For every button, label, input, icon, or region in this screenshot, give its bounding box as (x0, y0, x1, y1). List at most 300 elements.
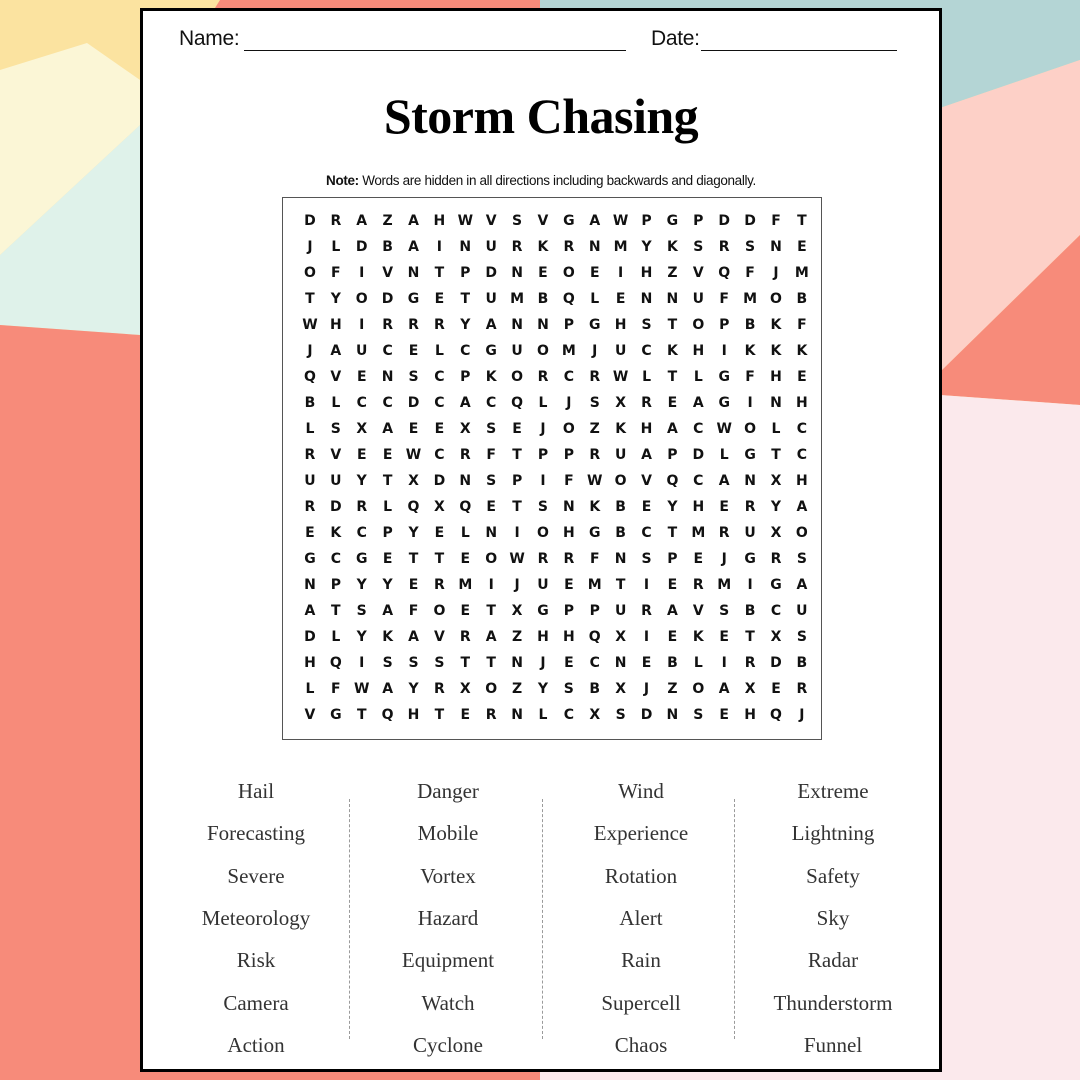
grid-cell[interactable]: S (486, 421, 497, 437)
grid-cell[interactable]: B (796, 655, 808, 671)
grid-cell[interactable]: C (460, 343, 471, 359)
grid-cell[interactable]: V (382, 265, 394, 281)
grid-cell[interactable]: R (641, 395, 652, 411)
grid-cell[interactable]: Z (667, 681, 678, 697)
grid-cell[interactable]: L (460, 525, 470, 541)
grid-cell[interactable]: E (408, 343, 419, 359)
grid-cell[interactable]: V (537, 213, 549, 229)
grid-cell[interactable]: Q (303, 369, 316, 385)
grid-cell[interactable]: K (666, 239, 678, 255)
grid-cell[interactable]: L (383, 499, 393, 515)
grid-cell[interactable]: G (304, 551, 316, 567)
grid-cell[interactable]: U (485, 239, 497, 255)
grid-cell[interactable]: W (405, 447, 422, 463)
grid-cell[interactable]: E (486, 499, 496, 515)
grid-cell[interactable]: Q (718, 265, 731, 281)
grid-cell[interactable]: G (744, 447, 756, 463)
grid-cell[interactable]: Y (356, 473, 367, 489)
grid-cell[interactable]: I (359, 265, 365, 281)
grid-cell[interactable]: L (642, 369, 651, 385)
grid-cell[interactable]: X (744, 681, 756, 697)
grid-cell[interactable]: N (770, 239, 782, 255)
grid-cell[interactable]: Z (511, 681, 523, 697)
grid-cell[interactable]: U (485, 291, 497, 307)
grid-cell[interactable]: Q (381, 707, 394, 723)
grid-cell[interactable]: Q (770, 707, 782, 723)
grid-cell[interactable]: B (537, 291, 549, 307)
grid-cell[interactable]: P (511, 473, 523, 489)
grid-cell[interactable]: P (563, 317, 574, 333)
grid-cell[interactable]: P (563, 603, 574, 619)
grid-cell[interactable]: D (355, 239, 368, 255)
grid-cell[interactable]: M (691, 525, 706, 541)
grid-cell[interactable]: A (382, 421, 394, 437)
grid-cell[interactable]: P (382, 525, 393, 541)
grid-cell[interactable]: L (771, 421, 781, 437)
grid-cell[interactable]: D (433, 473, 446, 489)
grid-cell[interactable]: T (486, 655, 496, 671)
grid-cell[interactable]: T (305, 291, 315, 307)
grid-cell[interactable]: O (692, 317, 705, 333)
grid-cell[interactable]: L (305, 421, 315, 437)
grid-cell[interactable]: R (485, 707, 497, 723)
grid-cell[interactable]: B (382, 239, 393, 255)
grid-cell[interactable]: R (641, 603, 652, 619)
grid-cell[interactable]: D (640, 707, 653, 723)
grid-cell[interactable]: Y (641, 239, 652, 255)
grid-cell[interactable]: U (511, 343, 523, 359)
grid-cell[interactable]: F (564, 473, 574, 489)
grid-cell[interactable]: U (614, 603, 627, 619)
name-field[interactable] (244, 50, 626, 51)
grid-cell[interactable]: B (744, 317, 756, 333)
grid-cell[interactable]: T (460, 291, 471, 307)
grid-cell[interactable]: E (641, 499, 652, 515)
grid-cell[interactable]: Q (588, 629, 601, 645)
grid-cell[interactable]: O (433, 603, 446, 619)
grid-cell[interactable]: J (799, 707, 805, 723)
grid-cell[interactable]: E (667, 629, 678, 645)
grid-cell[interactable]: J (514, 577, 520, 593)
grid-cell[interactable]: X (770, 525, 782, 541)
grid-cell[interactable]: G (537, 603, 549, 619)
grid-cell[interactable]: F (745, 369, 755, 385)
grid-cell[interactable]: L (590, 291, 600, 307)
grid-cell[interactable]: Y (408, 681, 419, 697)
grid-cell[interactable]: V (330, 447, 342, 463)
grid-cell[interactable]: S (693, 239, 704, 255)
grid-cell[interactable]: R (744, 655, 756, 671)
grid-cell[interactable]: R (718, 525, 730, 541)
grid-cell[interactable]: F (331, 265, 341, 281)
grid-cell[interactable]: N (562, 499, 575, 515)
grid-cell[interactable]: H (562, 629, 575, 645)
grid-cell[interactable]: T (667, 525, 678, 541)
grid-cell[interactable]: G (563, 213, 575, 229)
grid-cell[interactable]: O (355, 291, 368, 307)
grid-cell[interactable]: A (641, 447, 652, 463)
grid-cell[interactable]: R (408, 317, 419, 333)
grid-cell[interactable]: K (744, 343, 756, 359)
grid-cell[interactable]: G (770, 577, 782, 593)
grid-cell[interactable]: I (488, 577, 494, 593)
grid-cell[interactable]: D (692, 447, 705, 463)
grid-cell[interactable]: J (721, 551, 727, 567)
grid-cell[interactable]: R (459, 447, 471, 463)
grid-cell[interactable]: N (511, 265, 523, 281)
grid-cell[interactable]: J (540, 421, 546, 437)
grid-cell[interactable]: G (330, 707, 342, 723)
grid-cell[interactable]: I (436, 239, 442, 255)
grid-cell[interactable]: G (718, 369, 730, 385)
grid-cell[interactable]: D (770, 655, 782, 671)
grid-cell[interactable]: R (434, 317, 445, 333)
grid-cell[interactable]: E (797, 239, 807, 255)
grid-cell[interactable]: I (359, 317, 365, 333)
grid-cell[interactable]: N (770, 395, 782, 411)
grid-cell[interactable]: O (562, 265, 575, 281)
grid-cell[interactable]: R (770, 551, 782, 567)
grid-cell[interactable]: E (460, 707, 471, 723)
grid-cell[interactable]: H (796, 395, 808, 411)
grid-cell[interactable]: A (382, 603, 394, 619)
grid-cell[interactable]: R (563, 239, 575, 255)
grid-cell[interactable]: P (693, 213, 704, 229)
grid-cell[interactable]: R (304, 447, 316, 463)
grid-cell[interactable]: T (408, 551, 419, 567)
grid-cell[interactable]: P (460, 265, 471, 281)
grid-cell[interactable]: N (511, 655, 523, 671)
grid-cell[interactable]: C (356, 395, 367, 411)
grid-cell[interactable]: C (486, 395, 497, 411)
grid-cell[interactable]: A (796, 577, 808, 593)
grid-cell[interactable]: E (538, 265, 548, 281)
grid-cell[interactable]: O (303, 265, 316, 281)
grid-cell[interactable]: E (641, 655, 652, 671)
grid-cell[interactable]: N (304, 577, 316, 593)
grid-cell[interactable]: X (615, 629, 627, 645)
grid-cell[interactable]: K (796, 343, 808, 359)
grid-cell[interactable]: U (356, 343, 368, 359)
grid-cell[interactable]: R (537, 369, 549, 385)
grid-cell[interactable]: R (589, 447, 601, 463)
grid-cell[interactable]: J (773, 265, 779, 281)
letter-grid[interactable] (297, 208, 815, 728)
grid-cell[interactable]: T (615, 577, 626, 593)
grid-cell[interactable]: I (643, 577, 650, 593)
grid-cell[interactable]: L (434, 343, 444, 359)
grid-cell[interactable]: A (304, 603, 316, 619)
grid-cell[interactable]: E (356, 369, 367, 385)
grid-cell[interactable]: H (770, 369, 782, 385)
grid-cell[interactable]: C (356, 525, 367, 541)
grid-cell[interactable]: I (618, 265, 624, 281)
grid-cell[interactable]: K (615, 421, 627, 437)
grid-cell[interactable]: G (485, 343, 497, 359)
grid-cell[interactable]: C (796, 447, 807, 463)
grid-cell[interactable]: X (459, 421, 471, 437)
grid-cell[interactable]: R (356, 499, 368, 515)
grid-cell[interactable]: E (719, 707, 729, 723)
grid-cell[interactable]: S (330, 421, 341, 437)
grid-cell[interactable]: G (355, 551, 368, 567)
grid-cell[interactable]: F (771, 213, 781, 229)
grid-cell[interactable]: N (485, 525, 498, 541)
grid-cell[interactable]: W (612, 213, 629, 229)
grid-cell[interactable]: R (744, 499, 756, 515)
grid-cell[interactable]: B (615, 499, 626, 515)
grid-cell[interactable]: B (744, 603, 756, 619)
grid-cell[interactable]: H (304, 655, 316, 671)
grid-cell[interactable]: W (587, 473, 603, 489)
grid-cell[interactable]: S (745, 239, 756, 255)
grid-cell[interactable]: A (408, 239, 419, 255)
grid-cell[interactable]: L (538, 707, 548, 723)
grid-cell[interactable]: Z (589, 421, 600, 437)
grid-cell[interactable]: A (666, 603, 678, 619)
grid-cell[interactable]: S (356, 603, 367, 619)
grid-cell[interactable]: R (382, 317, 393, 333)
grid-cell[interactable]: D (304, 213, 316, 229)
grid-cell[interactable]: Y (460, 317, 471, 333)
grid-cell[interactable]: P (589, 603, 600, 619)
grid-cell[interactable]: P (667, 551, 678, 567)
grid-cell[interactable]: G (718, 395, 730, 411)
grid-cell[interactable]: T (331, 603, 341, 619)
grid-cell[interactable]: K (382, 629, 394, 645)
grid-cell[interactable]: C (434, 447, 445, 463)
grid-cell[interactable]: E (615, 291, 626, 307)
grid-cell[interactable]: C (382, 343, 393, 359)
grid-cell[interactable]: E (382, 447, 393, 463)
grid-cell[interactable]: A (666, 421, 678, 437)
grid-cell[interactable]: D (330, 499, 342, 515)
grid-cell[interactable]: Y (356, 629, 367, 645)
grid-cell[interactable]: S (486, 473, 497, 489)
grid-cell[interactable]: R (537, 551, 549, 567)
grid-cell[interactable]: T (745, 629, 755, 645)
grid-cell[interactable]: K (692, 629, 704, 645)
grid-cell[interactable]: I (540, 473, 546, 489)
grid-cell[interactable]: N (744, 473, 756, 489)
grid-cell[interactable]: O (692, 681, 705, 697)
grid-cell[interactable]: W (612, 369, 629, 385)
grid-cell[interactable]: X (770, 629, 782, 645)
grid-cell[interactable]: O (770, 291, 782, 307)
grid-cell[interactable]: A (382, 681, 394, 697)
grid-cell[interactable]: I (514, 525, 520, 541)
grid-cell[interactable]: T (356, 707, 367, 723)
grid-cell[interactable]: E (408, 577, 419, 593)
grid-cell[interactable]: L (693, 369, 703, 385)
grid-cell[interactable]: I (359, 655, 365, 671)
grid-cell[interactable]: N (666, 291, 679, 307)
grid-cell[interactable]: S (563, 681, 574, 697)
grid-cell[interactable]: O (485, 551, 498, 567)
grid-cell[interactable]: W (716, 421, 732, 437)
grid-cell[interactable]: C (589, 655, 600, 671)
grid-cell[interactable]: H (744, 707, 756, 723)
grid-cell[interactable]: Y (770, 499, 782, 515)
grid-cell[interactable]: P (460, 369, 471, 385)
grid-cell[interactable]: J (540, 655, 546, 671)
grid-cell[interactable]: A (796, 499, 808, 515)
grid-cell[interactable]: L (331, 395, 341, 411)
grid-cell[interactable]: H (329, 317, 342, 333)
grid-cell[interactable]: W (354, 681, 370, 697)
grid-cell[interactable]: I (643, 629, 650, 645)
grid-cell[interactable]: M (458, 577, 473, 593)
grid-cell[interactable]: R (563, 551, 575, 567)
grid-cell[interactable]: U (744, 525, 756, 541)
grid-cell[interactable]: X (615, 395, 627, 411)
grid-cell[interactable]: I (721, 343, 727, 359)
grid-cell[interactable]: N (666, 707, 679, 723)
grid-cell[interactable]: V (330, 369, 342, 385)
grid-cell[interactable]: Q (666, 473, 679, 489)
grid-cell[interactable]: B (667, 655, 678, 671)
grid-cell[interactable]: E (460, 551, 471, 567)
grid-cell[interactable]: C (382, 395, 393, 411)
grid-cell[interactable]: M (613, 239, 628, 255)
grid-cell[interactable]: H (407, 707, 420, 723)
grid-cell[interactable]: X (770, 473, 782, 489)
grid-cell[interactable]: K (589, 499, 601, 515)
grid-cell[interactable]: V (485, 213, 497, 229)
grid-cell[interactable]: E (382, 551, 393, 567)
grid-cell[interactable]: Q (407, 499, 420, 515)
grid-cell[interactable]: S (408, 369, 419, 385)
grid-cell[interactable]: X (356, 421, 368, 437)
grid-cell[interactable]: V (433, 629, 445, 645)
grid-cell[interactable]: A (692, 395, 704, 411)
grid-cell[interactable]: U (614, 447, 627, 463)
grid-cell[interactable]: Z (511, 629, 523, 645)
grid-cell[interactable]: Y (408, 525, 419, 541)
grid-cell[interactable]: S (641, 551, 652, 567)
grid-cell[interactable]: E (434, 421, 445, 437)
grid-cell[interactable]: K (770, 317, 782, 333)
grid-cell[interactable]: V (641, 473, 652, 489)
grid-cell[interactable]: H (640, 421, 653, 437)
grid-cell[interactable]: N (381, 369, 394, 385)
grid-cell[interactable]: S (512, 213, 523, 229)
grid-cell[interactable]: G (588, 317, 601, 333)
grid-cell[interactable]: Y (667, 499, 678, 515)
grid-cell[interactable]: H (640, 265, 653, 281)
grid-cell[interactable]: O (511, 369, 524, 385)
grid-cell[interactable]: W (509, 551, 525, 567)
grid-cell[interactable]: E (434, 525, 445, 541)
grid-cell[interactable]: P (667, 447, 678, 463)
grid-cell[interactable]: L (538, 395, 548, 411)
grid-cell[interactable]: G (666, 213, 679, 229)
grid-cell[interactable]: O (614, 473, 627, 489)
grid-cell[interactable]: E (512, 421, 522, 437)
grid-cell[interactable]: P (641, 213, 652, 229)
grid-cell[interactable]: T (667, 369, 678, 385)
grid-cell[interactable]: W (302, 317, 318, 333)
grid-cell[interactable]: E (693, 551, 704, 567)
grid-cell[interactable]: C (641, 343, 652, 359)
grid-cell[interactable]: M (794, 265, 809, 281)
grid-cell[interactable]: O (485, 681, 498, 697)
grid-cell[interactable]: G (588, 525, 601, 541)
grid-cell[interactable]: D (304, 629, 316, 645)
grid-cell[interactable]: I (747, 395, 753, 411)
grid-cell[interactable]: Q (511, 395, 524, 411)
grid-cell[interactable]: M (587, 577, 602, 593)
grid-cell[interactable]: N (614, 551, 627, 567)
grid-cell[interactable]: E (408, 421, 419, 437)
grid-cell[interactable]: Q (459, 499, 472, 515)
grid-cell[interactable]: T (512, 499, 522, 515)
grid-cell[interactable]: C (770, 603, 782, 619)
grid-cell[interactable]: I (721, 655, 727, 671)
grid-cell[interactable]: M (717, 577, 732, 593)
grid-cell[interactable]: K (666, 343, 678, 359)
grid-cell[interactable]: J (592, 343, 598, 359)
grid-cell[interactable]: T (460, 655, 471, 671)
grid-cell[interactable]: C (641, 525, 652, 541)
grid-cell[interactable]: E (305, 525, 315, 541)
grid-cell[interactable]: Y (382, 577, 393, 593)
grid-cell[interactable]: C (434, 369, 445, 385)
grid-cell[interactable]: C (693, 473, 704, 489)
grid-cell[interactable]: F (719, 291, 729, 307)
grid-cell[interactable]: T (771, 447, 781, 463)
grid-cell[interactable]: K (770, 343, 782, 359)
grid-cell[interactable]: N (511, 707, 523, 723)
grid-cell[interactable]: E (667, 577, 678, 593)
grid-cell[interactable]: H (692, 499, 705, 515)
grid-cell[interactable]: F (589, 551, 600, 567)
grid-cell[interactable]: R (434, 681, 445, 697)
grid-cell[interactable]: E (589, 265, 600, 281)
grid-cell[interactable]: L (693, 655, 703, 671)
grid-cell[interactable]: A (408, 629, 419, 645)
grid-cell[interactable]: S (796, 551, 807, 567)
grid-cell[interactable]: P (719, 317, 730, 333)
grid-cell[interactable]: O (562, 421, 575, 437)
grid-cell[interactable]: S (537, 499, 548, 515)
grid-cell[interactable]: H (614, 317, 627, 333)
grid-cell[interactable]: M (561, 343, 576, 359)
grid-cell[interactable]: R (304, 499, 316, 515)
grid-cell[interactable]: E (460, 603, 471, 619)
grid-cell[interactable]: M (743, 291, 758, 307)
grid-cell[interactable]: T (434, 707, 445, 723)
grid-cell[interactable]: X (434, 499, 445, 515)
grid-cell[interactable]: T (797, 213, 807, 229)
grid-cell[interactable]: N (459, 473, 472, 489)
grid-cell[interactable]: A (408, 213, 419, 229)
grid-cell[interactable]: N (614, 655, 627, 671)
grid-cell[interactable]: A (356, 213, 368, 229)
grid-cell[interactable]: E (564, 655, 574, 671)
grid-cell[interactable]: D (485, 265, 497, 281)
grid-cell[interactable]: Y (537, 681, 549, 697)
grid-cell[interactable]: I (747, 577, 753, 593)
grid-cell[interactable]: P (563, 447, 574, 463)
grid-cell[interactable]: H (562, 525, 575, 541)
grid-cell[interactable]: F (408, 603, 419, 619)
grid-cell[interactable]: R (796, 681, 808, 697)
grid-cell[interactable]: N (511, 317, 523, 333)
grid-cell[interactable]: E (719, 499, 729, 515)
grid-cell[interactable]: E (356, 447, 367, 463)
grid-cell[interactable]: X (459, 681, 471, 697)
